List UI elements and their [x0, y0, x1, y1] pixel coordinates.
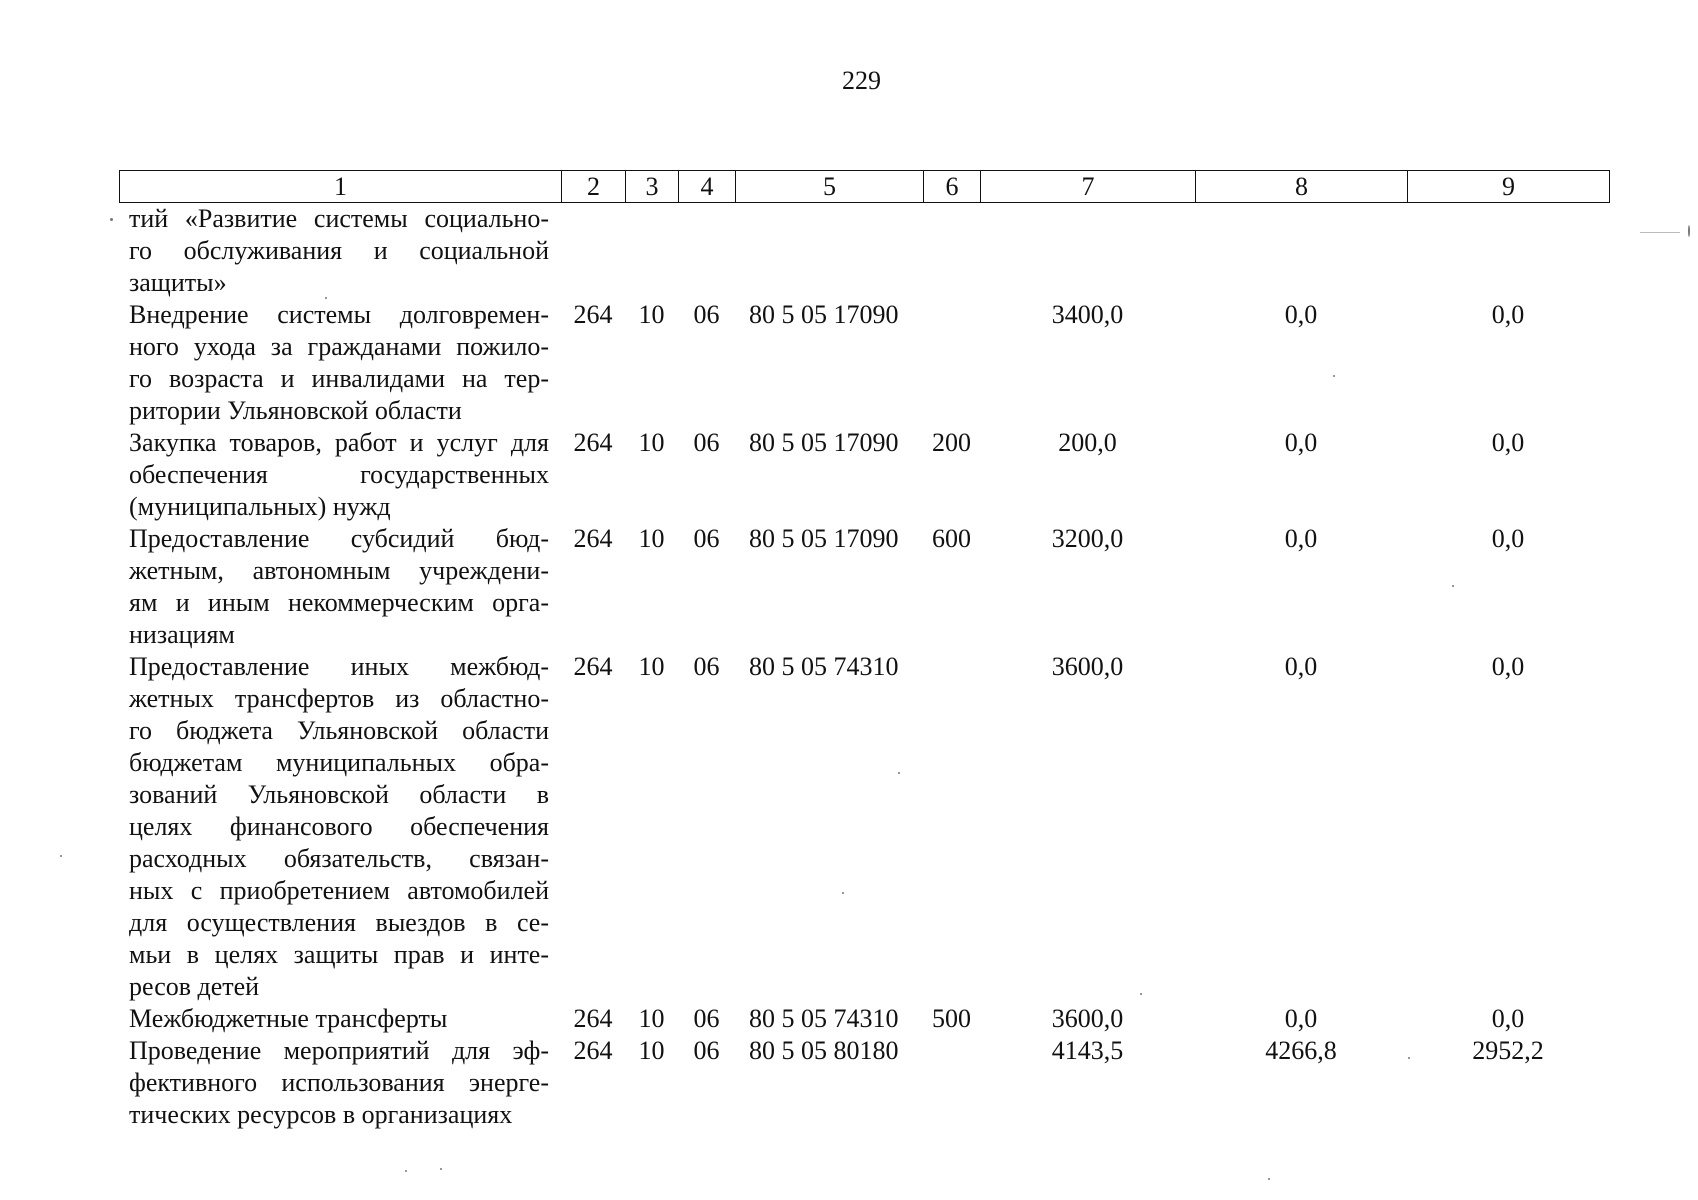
cell-col-7 [980, 203, 1195, 299]
page-number: 229 [842, 66, 881, 95]
column-header-8: 8 [1196, 171, 1408, 203]
row-description [119, 427, 561, 523]
description-line: Внедрение системы долговремен- [129, 300, 549, 329]
scan-speck [1140, 993, 1142, 995]
scan-speck [1333, 375, 1335, 377]
cell-col-6 [923, 1035, 980, 1131]
description-line: Проведение мероприятий для эф- [129, 1036, 549, 1065]
budget-table [119, 203, 1609, 1131]
cell-col-3: 10 [638, 1004, 665, 1033]
cell-col-3: 10 [638, 652, 665, 681]
cell-col-7: 200,0 [1058, 428, 1117, 457]
table-row [119, 427, 1609, 523]
description-line: ного ухода за гражданами пожило- [129, 332, 549, 361]
description-line: Предоставление иных межбюд- [129, 652, 549, 681]
table-row [119, 1035, 1609, 1131]
description-line: жетным, автономным учреждени- [129, 556, 549, 585]
cell-col-9: 0,0 [1491, 652, 1525, 681]
cell-col-9: 2952,2 [1472, 1036, 1544, 1065]
cell-col-2 [561, 203, 625, 299]
description-line: Закупка товаров, работ и услуг для [129, 428, 549, 457]
column-header-5: 5 [736, 171, 924, 203]
cell-col-2: 264 [573, 1004, 613, 1033]
column-header-6: 6 [924, 171, 981, 203]
row-description [119, 299, 561, 427]
scan-speck [325, 297, 327, 299]
table-row [119, 651, 1609, 1003]
description-line: (муниципальных) нужд [129, 492, 391, 521]
scan-speck [1268, 1178, 1270, 1180]
description-line: го возраста и инвалидами на тер- [129, 364, 549, 393]
table-row [119, 203, 1609, 299]
description-line: тий «Развитие системы социально- [129, 204, 549, 233]
description-line: ритории Ульяновской области [129, 396, 462, 425]
scan-speck [842, 892, 844, 894]
scan-speck [405, 1170, 407, 1172]
cell-col-3: 10 [638, 1036, 665, 1065]
description-line: жетных трансфертов из областно- [129, 684, 549, 713]
cell-col-5: 80 5 05 74310 [749, 652, 899, 681]
description-line: бюджетам муниципальных обра- [129, 748, 549, 777]
cell-col-8 [1195, 203, 1407, 299]
cell-col-7: 3400,0 [1051, 300, 1124, 329]
cell-col-6: 200 [932, 428, 971, 457]
cell-col-9: 0,0 [1491, 1004, 1525, 1033]
column-header-4: 4 [679, 171, 736, 203]
scan-speck [1408, 1057, 1410, 1059]
column-header-7: 7 [981, 171, 1196, 203]
scan-speck [1640, 232, 1680, 233]
cell-col-7: 4143,5 [1051, 1036, 1124, 1065]
description-line: ресов детей [129, 972, 260, 1001]
description-line: го бюджета Ульяновской области [129, 716, 549, 745]
description-line: для осуществления выездов в се- [129, 908, 549, 937]
cell-col-6 [923, 651, 980, 1003]
cell-col-3: 10 [638, 300, 665, 329]
cell-col-4: 06 [693, 1036, 720, 1065]
cell-col-6 [923, 203, 980, 299]
scan-speck [110, 218, 113, 221]
cell-col-6: 600 [932, 524, 971, 553]
description-line: Межбюджетные трансферты [129, 1004, 448, 1033]
cell-col-4 [678, 203, 735, 299]
row-description [119, 651, 561, 1003]
cell-col-4: 06 [693, 524, 720, 553]
cell-col-8: 0,0 [1284, 1004, 1318, 1033]
description-line: расходных обязательств, связан- [129, 844, 549, 873]
scan-speck [1688, 225, 1690, 237]
description-line: Предоставление субсидий бюд- [129, 524, 549, 553]
cell-col-2: 264 [573, 1036, 613, 1065]
column-header-row [120, 171, 1610, 203]
cell-col-7: 3600,0 [1051, 1004, 1124, 1033]
column-header-3: 3 [626, 171, 679, 203]
description-line: целях финансового обеспечения [129, 812, 549, 841]
cell-col-5: 80 5 05 74310 [749, 1004, 899, 1033]
table-row [119, 523, 1609, 651]
description-line: мьи в целях защиты прав и инте- [129, 940, 549, 969]
cell-col-2: 264 [573, 652, 613, 681]
scan-speck [60, 855, 62, 857]
description-line: низациям [129, 620, 235, 649]
cell-col-5 [735, 203, 923, 299]
description-line: го обслуживания и социальной [129, 236, 549, 265]
scan-speck [440, 1168, 442, 1170]
cell-col-6: 500 [932, 1004, 971, 1033]
cell-col-5: 80 5 05 80180 [749, 1036, 899, 1065]
description-line: ных с приобретением автомобилей [129, 876, 549, 905]
cell-col-5: 80 5 05 17090 [749, 300, 899, 329]
cell-col-9: 0,0 [1491, 524, 1525, 553]
cell-col-8: 0,0 [1284, 428, 1318, 457]
cell-col-8: 0,0 [1284, 300, 1318, 329]
cell-col-2: 264 [573, 300, 613, 329]
description-line: ям и иным некоммерческим орга- [129, 588, 549, 617]
cell-col-5: 80 5 05 17090 [749, 428, 899, 457]
cell-col-4: 06 [693, 652, 720, 681]
description-line: защиты» [129, 268, 227, 297]
cell-col-8: 4266,8 [1265, 1036, 1337, 1065]
cell-col-9 [1407, 203, 1609, 299]
cell-col-8: 0,0 [1284, 524, 1318, 553]
description-line: обеспечения государственных [129, 460, 549, 489]
cell-col-9: 0,0 [1491, 300, 1525, 329]
description-line: зований Ульяновской области в [129, 780, 549, 809]
cell-col-4: 06 [693, 300, 720, 329]
cell-col-6 [923, 299, 980, 427]
cell-col-2: 264 [573, 524, 613, 553]
cell-col-3: 10 [638, 524, 665, 553]
row-description [119, 1035, 561, 1131]
cell-col-8: 0,0 [1284, 652, 1318, 681]
scan-speck [898, 772, 900, 774]
cell-col-7: 3600,0 [1051, 652, 1124, 681]
cell-col-3 [625, 203, 678, 299]
scan-speck [1452, 585, 1454, 587]
row-description [119, 523, 561, 651]
description-line: фективного использования энерге- [129, 1068, 549, 1097]
cell-col-2: 264 [573, 428, 613, 457]
cell-col-5: 80 5 05 17090 [749, 524, 899, 553]
description-line: тических ресурсов в организациях [129, 1100, 513, 1129]
table-body [119, 203, 1609, 1131]
cell-col-4: 06 [693, 428, 720, 457]
table-row [119, 299, 1609, 427]
cell-col-9: 0,0 [1491, 428, 1525, 457]
column-header-9: 9 [1408, 171, 1610, 203]
cell-col-3: 10 [638, 428, 665, 457]
cell-col-4: 06 [693, 1004, 720, 1033]
row-description [119, 1003, 561, 1035]
column-header-2: 2 [562, 171, 626, 203]
row-description [119, 203, 561, 299]
column-header-1: 1 [120, 171, 562, 203]
table-row [119, 1003, 1609, 1035]
column-header-table [119, 170, 1610, 203]
cell-col-7: 3200,0 [1051, 524, 1124, 553]
